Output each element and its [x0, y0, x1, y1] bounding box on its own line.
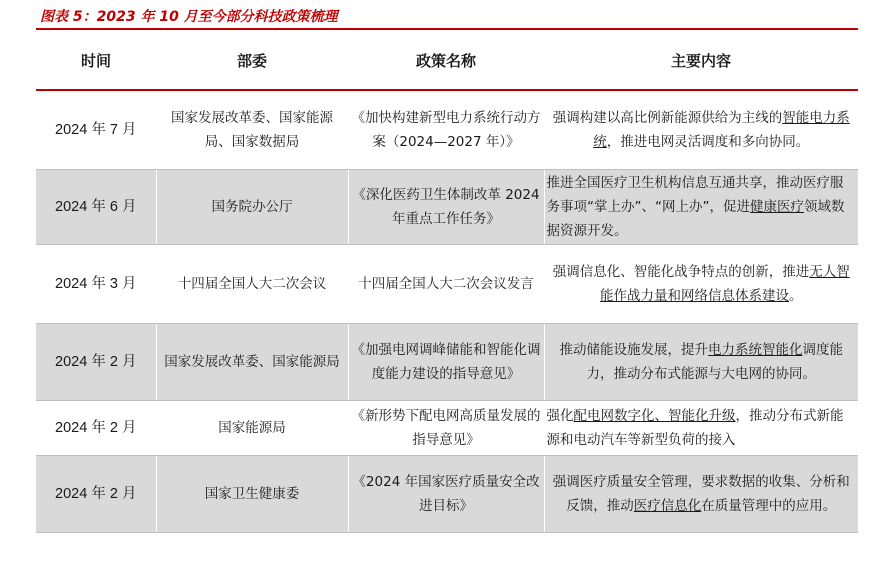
header-time: 时间: [36, 31, 156, 90]
content-text: 强调构建以高比例新能源供给为主线的: [552, 110, 783, 126]
header-content: 主要内容: [544, 31, 858, 90]
policy-table: [36, 31, 858, 533]
content-keyword: 配电网数字化、智能化升级: [573, 408, 736, 424]
cell-time: 2024 年 2 月: [36, 456, 156, 533]
header-dept: 部委: [156, 31, 348, 90]
content-text: 强调信息化、智能化战争特点的创新，推进: [552, 264, 810, 280]
cell-policy-name: 《2024 年国家医疗质量安全改进目标》: [348, 456, 544, 533]
cell-time: 2024 年 6 月: [36, 170, 156, 245]
cell-content: [544, 245, 858, 324]
content-text: 推进全国医疗卫生机构信息互通共享，推动医疗服务事项“掌上办”、“网上办”，促进: [546, 175, 844, 215]
cell-dept: 国家发展改革委、国家能源局、国家数据局: [156, 90, 348, 170]
cell-content: [544, 324, 858, 401]
cell-policy-name: 《深化医药卫生体制改革 2024 年重点工作任务》: [348, 170, 544, 245]
cell-time: 2024 年 7 月: [36, 90, 156, 170]
content-text: 强化: [546, 408, 574, 424]
table-row: [36, 245, 858, 324]
content-keyword: 智能电力系统: [593, 110, 850, 150]
content-text: 推动储能设施发展，提升: [559, 342, 708, 358]
table-row: [36, 456, 858, 533]
content-keyword: 无人智能作战力量和网络信息体系建设: [600, 264, 850, 304]
cell-policy-name: 《加快构建新型电力系统行动方案（2024—2027 年）》: [348, 90, 544, 170]
content-keyword: 电力系统智能化: [708, 342, 803, 358]
content-text: 调度能力，推动分布式能源与大电网的协同。: [586, 342, 843, 382]
table-row: [36, 170, 858, 245]
cell-time: 2024 年 3 月: [36, 245, 156, 324]
content-keyword: 医疗信息化: [633, 498, 702, 514]
content-text: ，推动分布式新能源和电动汽车等新型负荷的接入: [546, 408, 844, 448]
cell-dept: 十四届全国人大二次会议: [156, 245, 348, 324]
content-text: 在质量管理中的应用。: [701, 498, 837, 514]
cell-content: [544, 170, 858, 245]
cell-dept: 国务院办公厅: [156, 170, 348, 245]
content-text: 。: [789, 288, 803, 304]
cell-time: 2024 年 2 月: [36, 324, 156, 401]
cell-policy-name: 十四届全国人大二次会议发言: [348, 245, 544, 324]
cell-content: [544, 90, 858, 170]
content-keyword: 健康医疗: [749, 199, 804, 215]
cell-content: [544, 401, 858, 456]
content-text: 强调医疗质量安全管理，要求数据的收集、分析和反馈，推动: [552, 474, 850, 514]
cell-dept: 国家卫生健康委: [156, 456, 348, 533]
cell-dept: 国家能源局: [156, 401, 348, 456]
table-row: [36, 90, 858, 170]
cell-policy-name: 《加强电网调峰储能和智能化调度能力建设的指导意见》: [348, 324, 544, 401]
cell-content: [544, 456, 858, 533]
cell-time: 2024 年 2 月: [36, 401, 156, 456]
table-row: [36, 324, 858, 401]
header-policy-name: 政策名称: [348, 31, 544, 90]
table-row: [36, 401, 858, 456]
cell-policy-name: 《新形势下配电网高质量发展的指导意见》: [348, 401, 544, 456]
figure-title: 图表 5：2023 年 10 月至今部分科技政策梳理: [40, 9, 338, 25]
figure-title-bar: [36, 6, 858, 30]
content-text: 领域数据资源开发。: [546, 199, 845, 239]
cell-dept: 国家发展改革委、国家能源局: [156, 324, 348, 401]
table-header-row: [36, 31, 858, 90]
content-text: ，推进电网灵活调度和多向协同。: [606, 134, 810, 150]
